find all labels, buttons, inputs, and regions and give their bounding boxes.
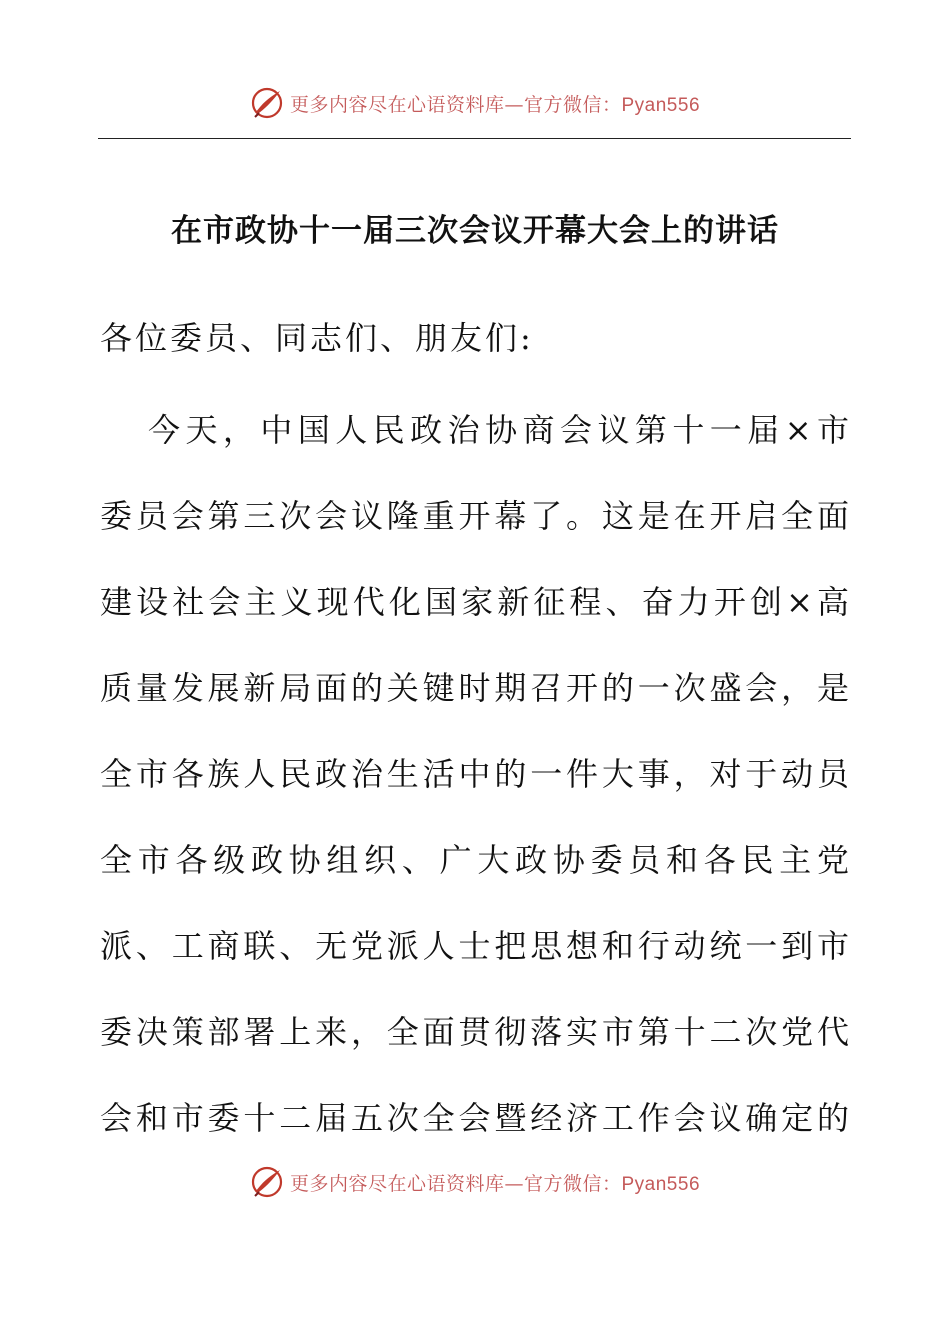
salutation: 各位委员、同志们、朋友们: [100, 319, 534, 357]
paragraph-line: 委员会第三次会议隆重开幕了。这是在开启全面 [100, 497, 850, 535]
footer-banner [0, 1162, 950, 1202]
paragraph-line: 派、工商联、无党派人士把思想和行动统一到市 [100, 927, 850, 965]
footer-banner-text: 更多内容尽在心语资料库—官方微信： [289, 1172, 622, 1195]
body-paragraph [100, 404, 850, 1178]
paragraph-line: 建设社会主义现代化国家新征程、奋力开创×高 [100, 583, 850, 621]
paragraph-line: 今天，中国人民政治协商会议第十一届×市 [148, 411, 850, 449]
header-divider [98, 138, 851, 139]
document-title: 在市政协十一届三次会议开幕大会上的讲话 [171, 213, 779, 249]
header-banner-text: 更多内容尽在心语资料库—官方微信： [289, 93, 622, 116]
paragraph-line: 质量发展新局面的关键时期召开的一次盛会，是 [100, 669, 850, 707]
header-wechat-id: Pyan556 [621, 94, 701, 116]
paragraph-line: 全市各族人民政治生活中的一件大事，对于动员 [100, 755, 850, 793]
paragraph-line: 会和市委十二届五次全会暨经济工作会议确定的 [100, 1099, 850, 1137]
header-banner [0, 83, 950, 123]
paragraph-line: 全市各级政协组织、广大政协委员和各民主党 [100, 841, 850, 879]
paragraph-line: 委决策部署上来，全面贯彻落实市第十二次党代 [100, 1013, 850, 1051]
quill-pen-logo-icon [250, 1165, 284, 1199]
footer-wechat-id: Pyan556 [621, 1173, 701, 1195]
quill-pen-logo-icon [250, 86, 284, 120]
